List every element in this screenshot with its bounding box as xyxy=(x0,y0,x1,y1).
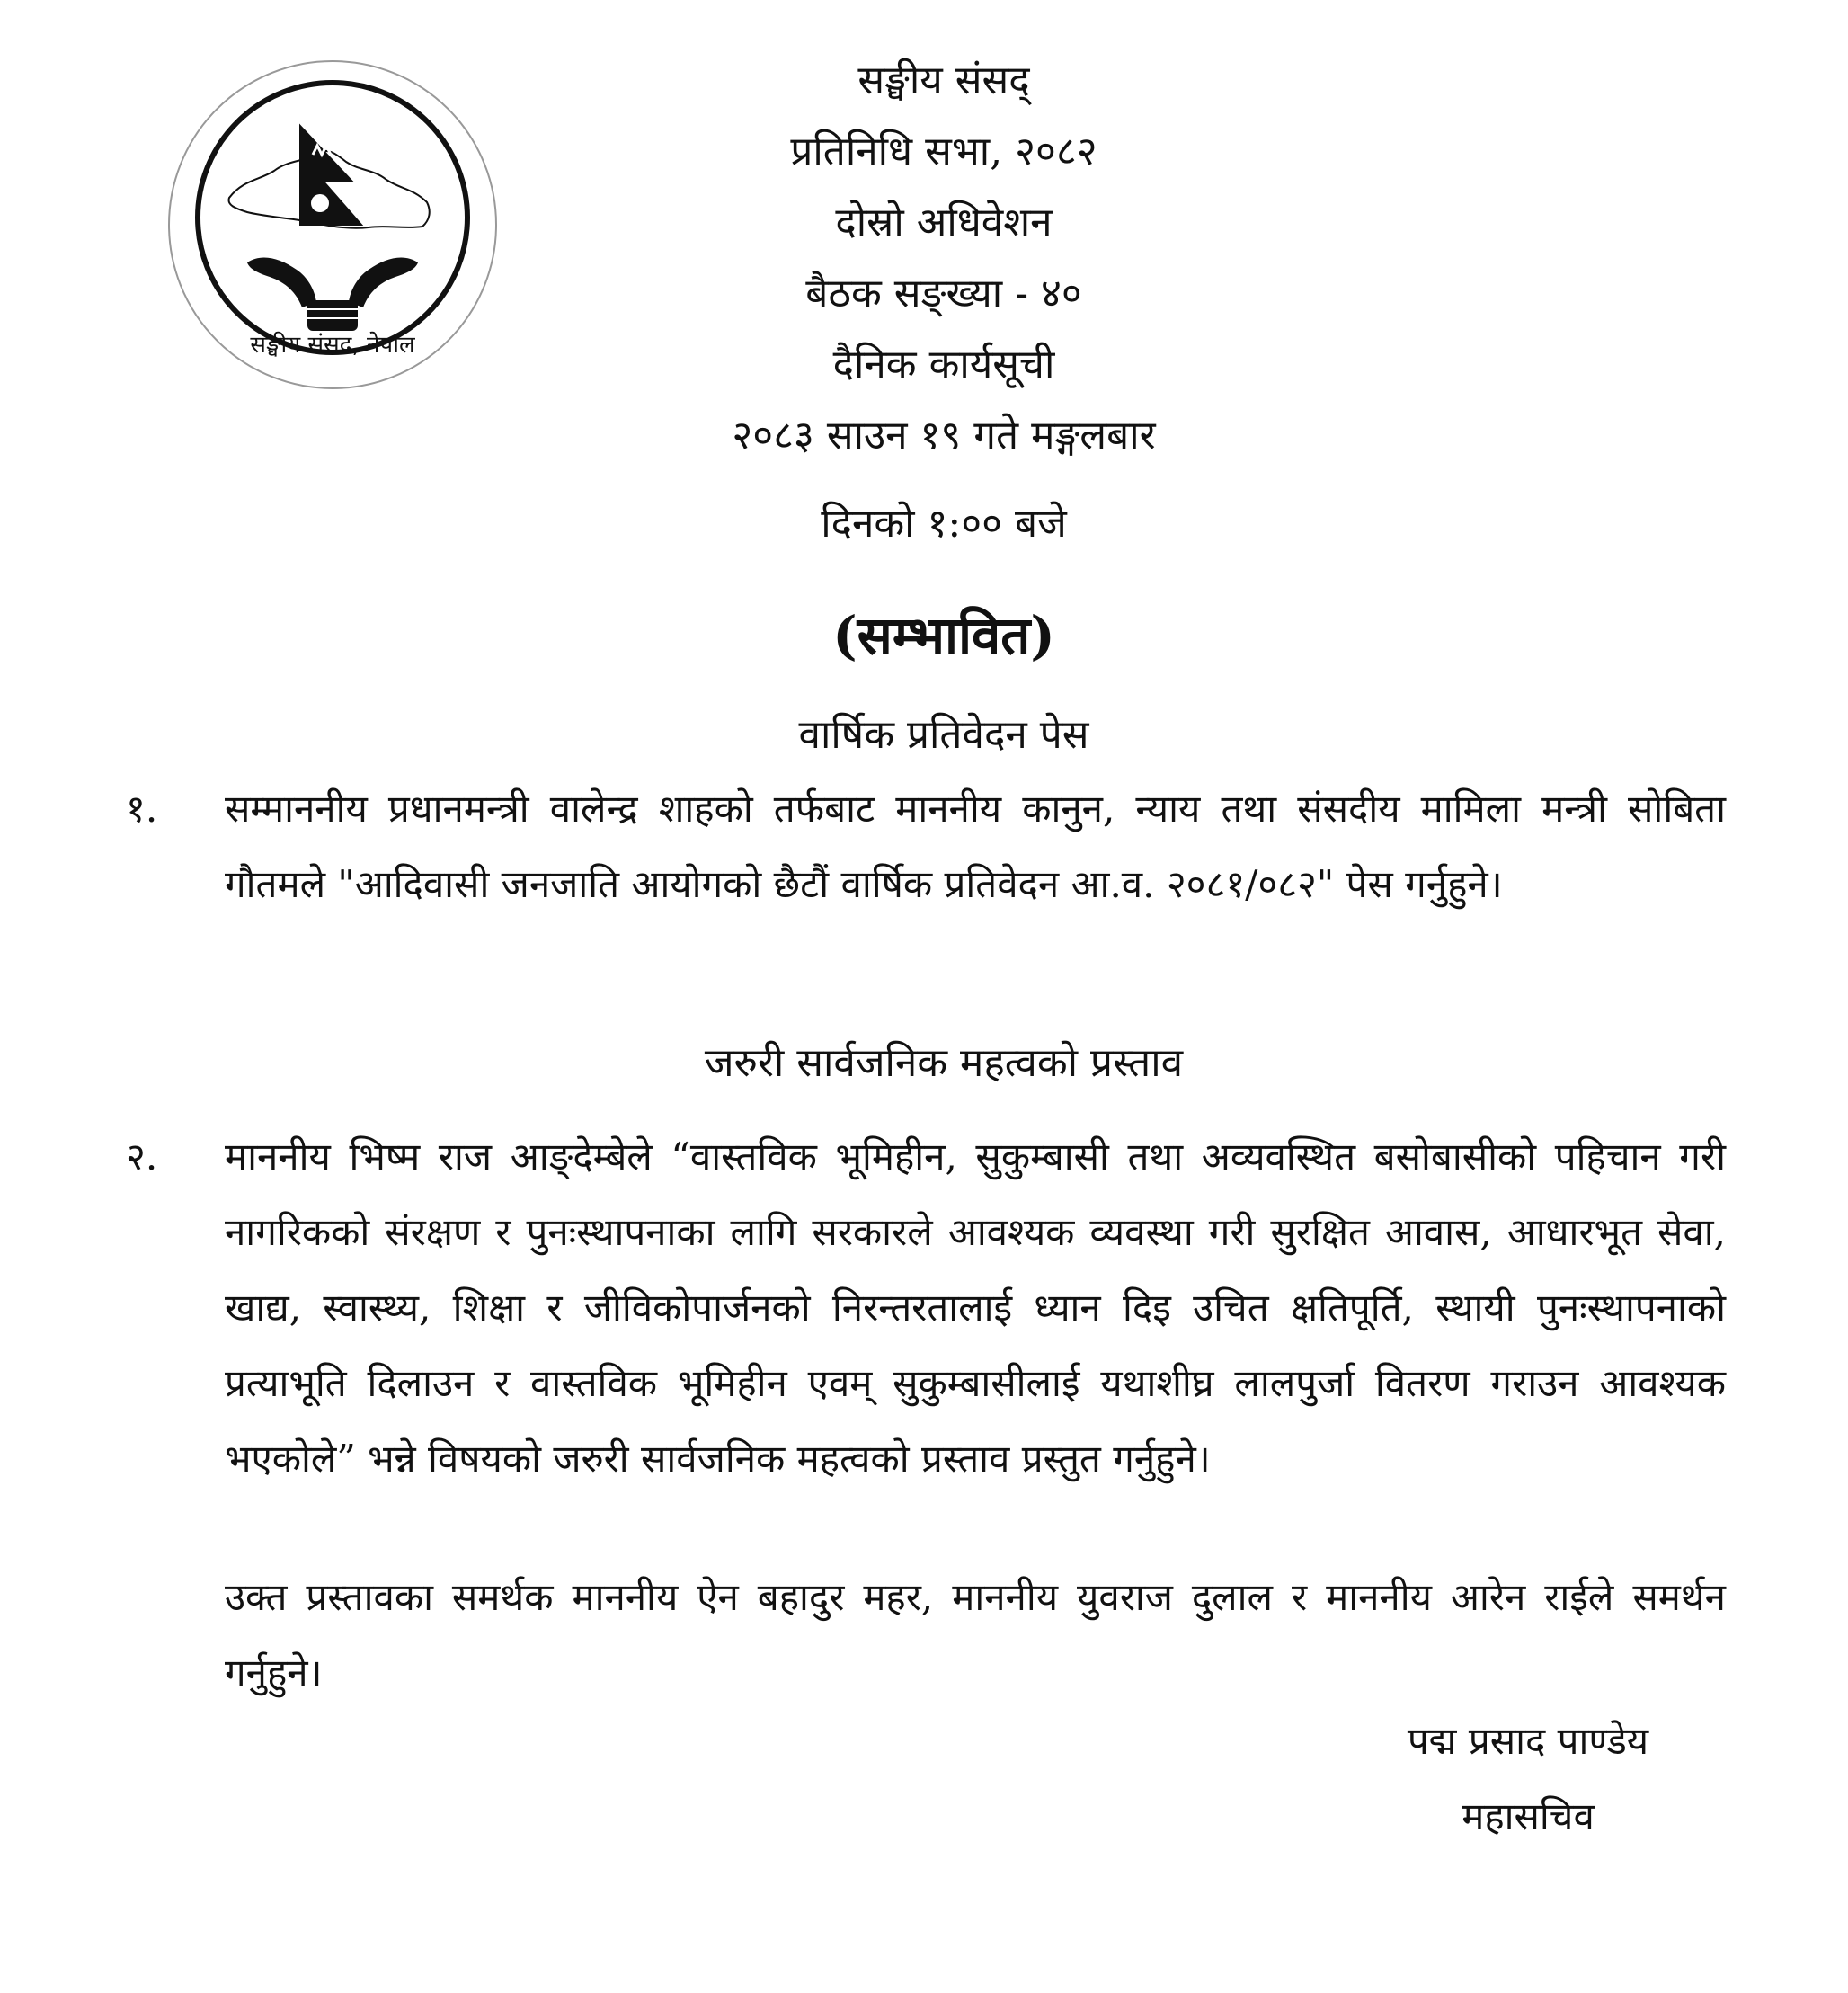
header-line-daily-agenda: दैनिक कार्यसूची xyxy=(832,342,1055,387)
agenda-item-text: माननीय भिष्म राज आङ्देम्बेले “वास्तविक भूमिहीन, सुकुम्बासी तथा अव्यवस्थित बसोबासीको पहिचान गरी नागरिकको संरक्षण र पुनःस्थापनाका लागि सरकारले आवश्यक व्यवस्था गरी सुरक्षित आवास, आधारभूत सेवा, खाद्य, स्वास्थ्य, शिक्षा र जीविकोपार्जनको निरन्तरतालाई ध्यान दिइ उचित क्षतिपूर्ति, स्थायी पुनःस्थापनाको प्रत्याभूति दिलाउन र वास्तविक भूमिहीन एवम् सुकुम्बासीलाई यथाशीघ्र लालपुर्जा वितरण गराउन आवश्यक भएकोले” भन्ने विषयको जरुरी सार्वजनिक महत्वको प्रस्ताव प्रस्तुत गर्नुहुने। xyxy=(225,1134,1726,1481)
header-line-date: २०८३ साउन १९ गते मङ्गलबार xyxy=(732,413,1156,458)
header-line-session: दोस्रो अधिवेशन xyxy=(835,200,1053,245)
header-line-house: प्रतिनिधि सभा, २०८२ xyxy=(790,129,1097,174)
agenda-item-number: २. xyxy=(126,1134,158,1179)
header-line-meeting-number: बैठक सङ्ख्या - ४० xyxy=(805,271,1082,316)
header-line-parliament: सङ्घीय संसद् xyxy=(857,58,1030,103)
section-heading-annual-report: वार्षिक प्रतिवेदन पेस xyxy=(798,712,1089,758)
meeting-time: दिनको १:०० बजे xyxy=(821,501,1067,547)
emblem-text: सङ्घीय संसद, नेपाल xyxy=(250,332,415,359)
agenda-header xyxy=(539,45,1348,471)
signatory-name: पद्म प्रसाद पाण्डेय xyxy=(1407,1719,1649,1763)
parliament-emblem xyxy=(162,54,503,396)
supporters-paragraph: उक्त प्रस्तावका समर्थक माननीय ऐन बहादुर महर, माननीय युवराज दुलाल र माननीय आरेन राईले समर्थन गर्नुहुने। xyxy=(225,1575,1726,1695)
signature-block xyxy=(1312,1704,1744,1855)
agenda-item-2 xyxy=(126,1119,1726,1497)
agenda-item-text: सम्माननीय प्रधानमन्त्री वालेन्द्र शाहको तर्फबाट माननीय कानुन, न्याय तथा संसदीय मामिला मन्त्री सोबिता गौतमले "आदिवासी जनजाति आयोगको छैटौं वार्षिक प्रतिवेदन आ.व. २०८१/०८२" पेस गर्नुहुने। xyxy=(225,787,1726,906)
parliament-emblem-icon xyxy=(162,54,503,396)
agenda-status: (सम्भावित) xyxy=(832,605,1055,666)
agenda-item-number: १. xyxy=(126,787,158,831)
section-heading-urgent-motion: जरुरी सार्वजनिक महत्वको प्रस्ताव xyxy=(704,1040,1184,1086)
signatory-title: महासचिव xyxy=(1462,1794,1595,1838)
agenda-item-1 xyxy=(126,771,1726,922)
